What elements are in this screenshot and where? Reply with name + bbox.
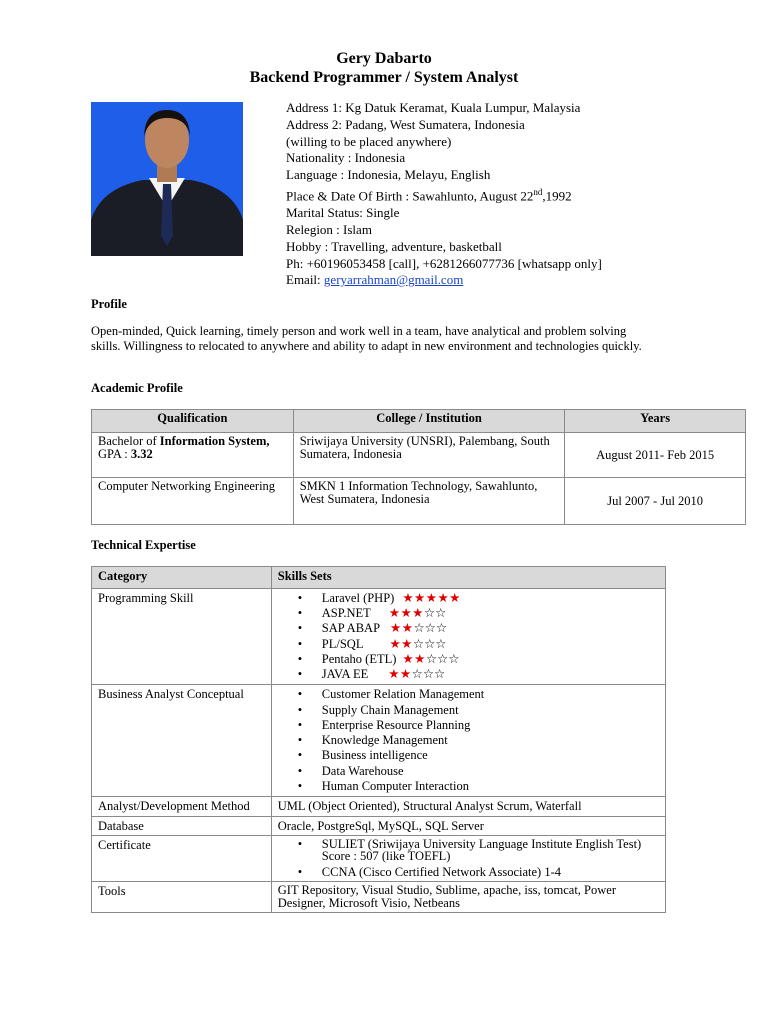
category-cell: Database [92,816,272,835]
profile-photo [91,102,243,256]
certificate-list [278,838,659,879]
list-item: • Data Warehouse [278,764,659,779]
col-years: Years [565,410,746,433]
table-row [92,433,746,478]
college-cell: Sriwijaya University (UNSRI), Palembang, South Sumatera, Indonesia [293,433,565,478]
technical-header-row [92,567,666,589]
col-category: Category [92,567,272,589]
list-item: • Pentaho (ETL) ★★☆☆☆ [278,652,659,667]
technical-heading: Technical Expertise [91,538,196,552]
rating-stars-icon: ★★★★★ [402,591,461,605]
profile-heading: Profile [91,297,127,311]
rating-stars-icon: ★★ [388,667,412,682]
table-row [92,816,666,835]
academic-heading: Academic Profile [91,381,183,395]
list-item: • ASP.NET ★★★☆☆ [278,606,659,621]
rating-stars-icon: ★★★ [388,606,424,621]
religion: Relegion : Islam [286,221,372,237]
address-2: Address 2: Padang, West Sumatera, Indonesia [286,116,525,132]
academic-header-row [92,410,746,433]
list-item: • CCNA (Cisco Certified Network Associate) 1-4 [278,866,659,879]
language: Language : Indonesia, Melayu, English [286,167,491,183]
marital-status: Marital Status: Single [286,205,400,221]
college-cell: SMKN 1 Information Technology, Sawahlunto, West Sumatera, Indonesia [293,478,565,525]
list-item: • JAVA EE ★★☆☆☆ [278,667,659,682]
category-cell: Certificate [92,835,272,881]
col-college: College / Institution [293,410,565,433]
list-item: • Business intelligence [278,748,659,763]
col-qualification: Qualification [92,410,294,433]
candidate-role: Backend Programmer / System Analyst [249,69,519,86]
nationality: Nationality : Indonesia [286,150,406,166]
list-item: • SULIET (Sriwijaya University Language Institute English Test) Score : 507 (like TOEFL) [278,838,659,863]
profile-text: Open-minded, Quick learning, timely person and work well in a team, have analytical and problem solving skills. Willingness to relocated to anywhere and ability to adapt in new environment and technologies quickly. [91,324,642,353]
list-item: • Knowledge Management [278,733,659,748]
table-row [92,589,666,685]
business-skill-list [278,687,659,794]
placement-note: (willing to be placed anywhere) [286,133,452,149]
candidate-name: Gery Dabarto [336,50,432,67]
years-cell: August 2011- Feb 2015 [565,433,746,478]
birth-info: Place & Date Of Birth : Sawahlunto, August 22nd,1992 [286,186,572,204]
category-cell: Analyst/Development Method [92,797,272,816]
skills-cell: GIT Repository, Visual Studio, Sublime, apache, iss, tomcat, Power Designer, Microsoft Visio, Netbeans [271,881,665,912]
phone: Ph: +60196053458 [call], +6281266077736 [whatsapp only] [286,255,602,271]
list-item: • SAP ABAP ★★☆☆☆ [278,621,659,636]
table-row [92,881,666,912]
table-row [92,478,746,525]
skills-cell: Oracle, PostgreSql, MySQL, SQL Server [271,816,665,835]
category-cell: Tools [92,881,272,912]
technical-table [91,566,666,913]
qualification-cell: Bachelor of Information System, GPA : 3.32 [92,433,294,478]
table-row [92,835,666,881]
list-item: • Supply Chain Management [278,703,659,718]
address-1: Address 1: Kg Datuk Keramat, Kuala Lumpur, Malaysia [286,100,581,115]
skills-cell: UML (Object Oriented), Structural Analyst Scrum, Waterfall [271,797,665,816]
category-cell: Business Analyst Conceptual [92,685,272,797]
person-portrait-icon [91,102,243,256]
contact-info [286,100,602,289]
years-cell: Jul 2007 - Jul 2010 [565,478,746,525]
email-line: Email: geryarrahman@gmail.com [286,272,464,288]
hobby: Hobby : Travelling, adventure, basketball [286,238,502,254]
academic-table [91,409,746,525]
email-link[interactable]: geryarrahman@gmail.com [323,272,464,288]
skills-cell [271,589,665,685]
rating-stars-icon: ★★ [402,651,426,666]
rating-stars-icon: ★★ [390,621,414,636]
programming-skill-list [278,591,659,682]
col-skills: Skills Sets [271,567,665,589]
rating-stars-icon: ★★ [389,636,413,651]
qualification-cell: Computer Networking Engineering [92,478,294,525]
category-cell: Programming Skill [92,589,272,685]
skills-cell [271,685,665,797]
list-item: • Customer Relation Management [278,687,659,702]
list-item: • PL/SQL ★★☆☆☆ [278,637,659,652]
table-row [92,797,666,816]
list-item: • Human Computer Interaction [278,779,659,794]
list-item: • Enterprise Resource Planning [278,718,659,733]
skills-cell [271,835,665,881]
list-item: • Laravel (PHP) ★★★★★ [278,591,659,606]
table-row [92,685,666,797]
